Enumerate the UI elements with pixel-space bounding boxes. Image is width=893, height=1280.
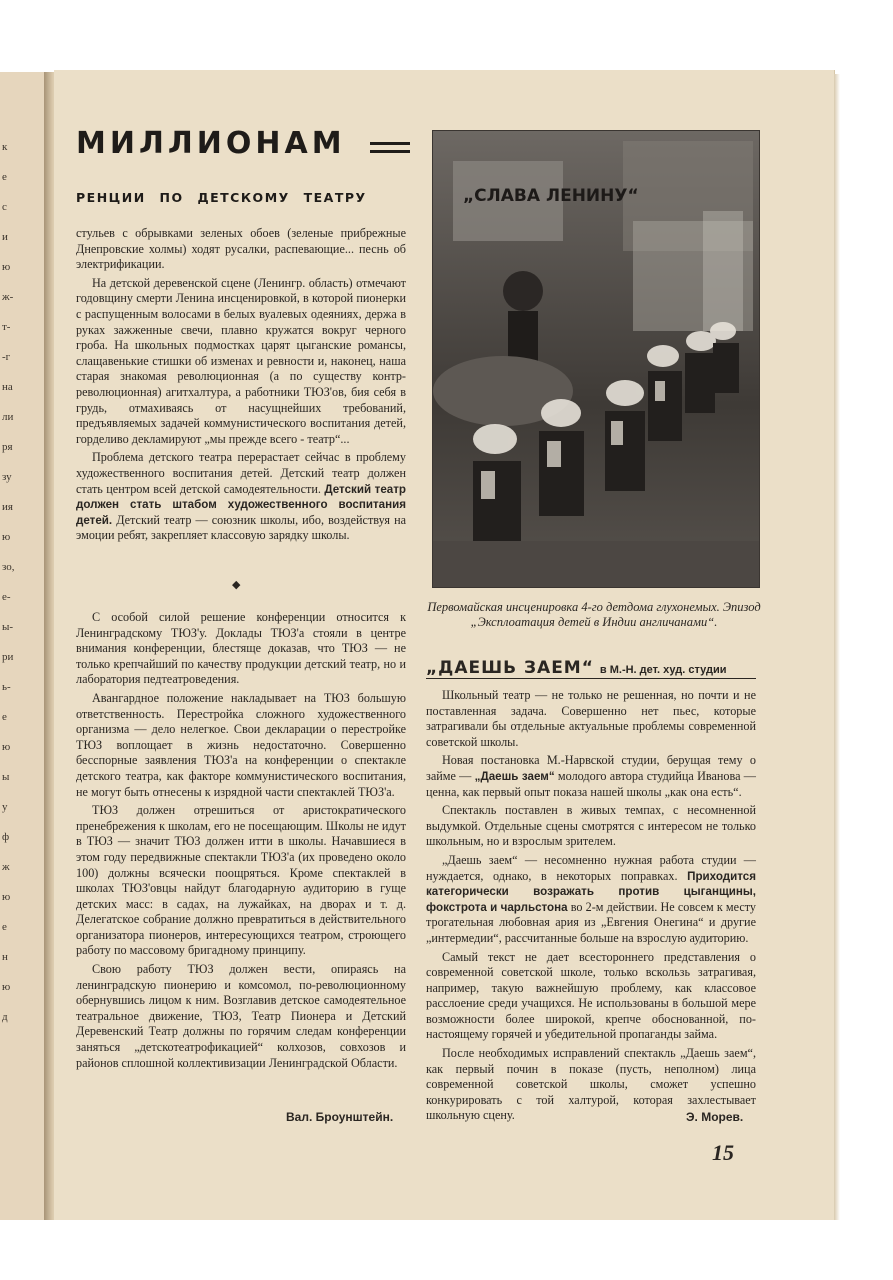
article2-paragraph: Школьный театр — не только не решенная, но почти и не поставленная задача. Совершенно нет пьес, которые затрагивали бы отдельные актуальные проблемы современной советской школы.: [426, 688, 756, 749]
article2-title-rule: [426, 678, 756, 679]
left-page-fragment: и: [2, 231, 8, 243]
left-page-fragment: е-: [2, 591, 11, 603]
headline-rule-top: [370, 142, 410, 145]
left-page-fragment: -г: [2, 351, 11, 363]
left-page-fragment: ю: [2, 891, 11, 903]
ornament: ◆: [232, 579, 241, 591]
article2-paragraph: „Даешь заем“ — несомненно нужная работа студии — нуждается, однако, в некоторых поправках. Приходится категорически возражать против цыганщины, фокстрота и чарльстона во 2-м действии. Не совсем к месту трогательная любовная ария из „Евгения Онегина“ и другие „интермедии“, рассчитанные больше на взрослую аудиторию.: [426, 852, 756, 945]
article1-paragraph: ТЮЗ должен отрешиться от аристократического пренебрежения к школам, его не посещающим. Школы не идут в ТЮЗ — значит ТЮЗ должен итти в школы. Начавшиеся в этом году передвижные спектакли ТЮЗ'а (их проведено около 100) должны всячески поощряться. Кроме спектаклей в школах ТЮЗ'овцы найдут благодарную аудиторию в гуще детских масс: в садах, на лужайках, на дворах и т. д. Делегатское собрание должно превратиться в действительного организатора пионеров, интересующихся театром, строющего работу по массовому бригадному принципу.: [76, 803, 406, 958]
article2-body: [426, 688, 756, 1127]
photo-caption: Первомайская инсценировка 4-го детдома глухонемых. Эпизод „Эксплоатация детей в Индии англичанами“.: [427, 600, 761, 629]
left-page-fragment: ы: [2, 771, 10, 783]
left-page-fragment: зо,: [2, 561, 15, 573]
headline-rule-bottom: [370, 150, 410, 153]
article1-paragraph: стульев с обрывками зеленых обоев (зеленые прибрежные Днепровские холмы) ходят русалки, распевающие... песнь об электрификации.: [76, 226, 406, 272]
article2-paragraph: Спектакль поставлен в живых темпах, с несомненной выдумкой. Отдельные сцены смотрятся с интересом не только школьным, но и взрослым зрителем.: [426, 803, 756, 849]
left-page-fragment: ж-: [2, 291, 14, 303]
left-page-fragment: ы-: [2, 621, 14, 633]
left-page-fragment: на: [2, 381, 13, 393]
left-page-fragment: ри: [2, 651, 14, 663]
photo-image: [433, 131, 759, 587]
article1-paragraph: Авангардное положение накладывает на ТЮЗ большую ответственность. Перестройка сложного художественного организма — дело нелегкое. Свои декларации о перестройке ТЮЗ воплощает в жизнь недостаточно. Совершенно бесспорные заявления ТЮЗ'а на конференции о спектакле детского театра, как факторе коммунистического воспитания, не могут быть отнесены к изрядной части спектаклей ТЮЗ'а.: [76, 690, 406, 799]
article2-paragraph: Самый текст не дает всестороннего представления о современной советской школе, только вскользь затрагивая, например, такую важнейшую проблему, как классовое расслоение среди учащихся. Не использованы в большой мере возможности более широкой, крепче обоснованной, по-настоящему горячей и убедительной пропаганды займа.: [426, 949, 756, 1042]
photo-banner-text: „СЛАВА ЛЕНИНУ“: [463, 186, 639, 206]
left-page-fragment: е: [2, 171, 7, 183]
left-page-fragment: ю: [2, 261, 11, 273]
left-page-fragment: ж: [2, 861, 10, 873]
left-page-fragment: д: [2, 1011, 8, 1023]
left-page-fragment: к: [2, 141, 8, 153]
magazine-page: [54, 70, 835, 1220]
article2-title: „ДАЕШЬ ЗАЕМ“: [426, 658, 594, 678]
page-number: 15: [712, 1140, 734, 1165]
left-page-fragment: ю: [2, 531, 11, 543]
left-page-fragment: ю: [2, 741, 11, 753]
article1-top: [76, 226, 406, 547]
headline: МИЛЛИОНАМ: [76, 126, 346, 161]
left-page-fragment: ф: [2, 831, 10, 843]
article2-signature: Э. Морев.: [686, 1110, 744, 1124]
photo: [432, 130, 760, 588]
left-page-fragment: ря: [2, 441, 13, 453]
subhead: РЕНЦИИ ПО ДЕТСКОМУ ТЕАТРУ: [76, 190, 367, 205]
left-page-fragment: зу: [2, 471, 12, 483]
left-page-fragment: ия: [2, 501, 13, 513]
left-page-fragment: е: [2, 921, 7, 933]
left-page-fragment: с: [2, 201, 7, 213]
left-page-fragment: ь-: [2, 681, 11, 693]
article2-paragraph: После необходимых исправлений спектакль „Даешь заем“, как первый почин в показе (пусть, неполном) лица современной советской школы, сможет успешно конкурировать с той халтурой, которая захлестывает школьную сцену.: [426, 1046, 756, 1123]
article2-title-line: [426, 658, 726, 678]
article1-bottom: [76, 610, 406, 1074]
left-page-fragment: ли: [2, 411, 14, 423]
article2-paragraph: Новая постановка М.-Нарвской студии, берущая тему о займе — „Даешь заем“ молодого автора студийца Иванова — ценна, как первый опыт показа нашей школы „как она есть“.: [426, 753, 756, 799]
article1-paragraph: С особой силой решение конференции относится к Ленинградскому ТЮЗ'у. Доклады ТЮЗ'а стояли в центре внимания конференции, блестяще доказав, что ТЮЗ — не только крепчайший по качеству продукции детский театр, но и лаборатория педтеатроведения.: [76, 610, 406, 687]
article1-paragraph: Проблема детского театра перерастает сейчас в проблему художественного воспитания детей. Детский театр должен стать центром всей детской самодеятельности. Детский театр должен стать штабом художественного воспитания детей. Детский театр — союзник школы, ибо, воздействуя на эмоции ребят, закрепляет классовую зарядку школы.: [76, 450, 407, 543]
left-page-fragment: ю: [2, 981, 11, 993]
left-page-fragment: е: [2, 711, 7, 723]
left-page-fragment: т-: [2, 321, 11, 333]
article2-title-small: в М.-Н. дет. худ. студии: [599, 664, 727, 676]
article1-paragraph: Свою работу ТЮЗ должен вести, опираясь на ленинградскую пионерию и комсомол, по-революционному обернувшись лицом к ним. Возглавив детское самодеятельное театральное движение, ТЮЗ, Театр Пионера и Детский Деревенский Театр должны по горячим следам конференции заняться „детскотеатрофикацией“ колхозов, совхозов и районов сплошной коллективизации Ленинградской Области.: [76, 962, 406, 1070]
left-page-fragment: н: [2, 951, 8, 963]
left-page-fragment: у: [2, 801, 8, 813]
article1-signature: Вал. Броунштейн.: [286, 1110, 394, 1124]
article1-paragraph: На детской деревенской сцене (Ленингр. область) отмечают годовщину смерти Ленина инсценировкой, в которой пионерки с распущенным волосами в белых вуалевых одеяниях, держа в руках зажженные свечи, плавно кружатся вокруг черного гроба. На школьных подмостках царят цыганские романсы, слащавенькие стишки об изменах и ревности и, наконец, наша старая знакомая революционная (а по существу контр-революционная) агитхалтура, а работники ТЮЗ'ов, бия себя в грудь, отмахиваясь от насущнейших требований, предъявляемых задачей коммунистического воспитания детей, горделиво декламируют „мы прежде всего - театр“...: [76, 275, 406, 446]
